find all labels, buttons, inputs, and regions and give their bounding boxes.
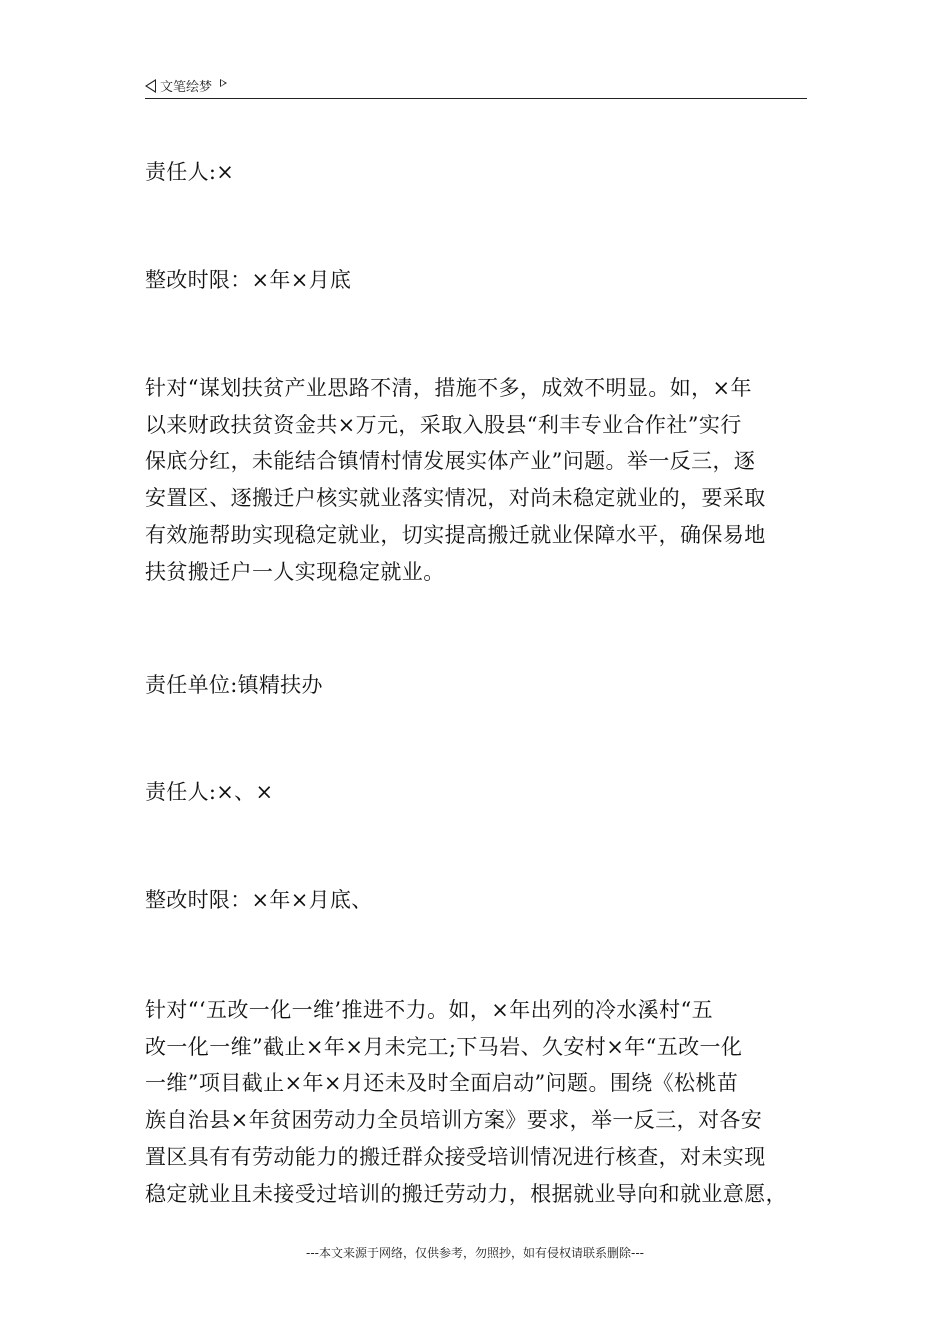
page-footer-disclaimer: ---本文来源于网络，仅供参考，勿照抄，如有侵权请联系删除--- [306,1246,644,1260]
triangle-right-icon [220,79,227,87]
paragraph-2 [145,992,815,1212]
responsible-person-1: 责任人:× [145,160,235,184]
header-content [145,76,227,95]
paragraph-line: 保底分红，未能结合镇情村情发展实体产业”问题。举一反三，逐 [145,449,756,474]
paragraph-1 [145,370,815,590]
paragraph-line: 有效施帮助实现稳定就业，切实提高搬迁就业保障水平，确保易地 [145,522,766,547]
deadline-1: 整改时限：×年×月底 [145,268,352,292]
paragraph-line: 族自治县×年贫困劳动力全员培训方案》要求，举一反三，对各安 [145,1108,763,1133]
paragraph-line: 以来财政扶贫资金共×万元，采取入股县“利丰专业合作社”实行 [145,412,742,437]
paragraph-line: 针对“‘五改一化一维’推进不力。如，×年出列的冷水溪村“五 [145,998,714,1022]
page-header [145,74,807,99]
responsible-unit-2: 责任单位:镇精扶办 [145,673,323,697]
triangle-left-icon [145,79,156,93]
deadline-2: 整改时限：×年×月底、 [145,888,373,912]
header-title: 文笔绘梦 [160,80,213,95]
paragraph-line: 改一化一维”截止×年×月未完工;下马岩、久安村×年“五改一化 [145,1034,743,1059]
responsible-person-2: 责任人:×、× [145,780,274,804]
paragraph-line: 稳定就业且未接受过培训的搬迁劳动力，根据就业导向和就业意愿， [145,1181,787,1206]
paragraph-line: 针对“谋划扶贫产业思路不清，措施不多，成效不明显。如，×年 [145,376,752,400]
paragraph-line: 安置区、逐搬迁户核实就业落实情况，对尚未稳定就业的，要采取 [145,486,766,511]
paragraph-line: 一维”项目截止×年×月还未及时全面启动”问题。围绕《松桃苗 [145,1071,739,1096]
paragraph-line: 置区具有有劳动能力的搬迁群众接受培训情况进行核查，对未实现 [145,1144,766,1169]
paragraph-line: 扶贫搬迁户一人实现稳定就业。 [145,559,445,584]
